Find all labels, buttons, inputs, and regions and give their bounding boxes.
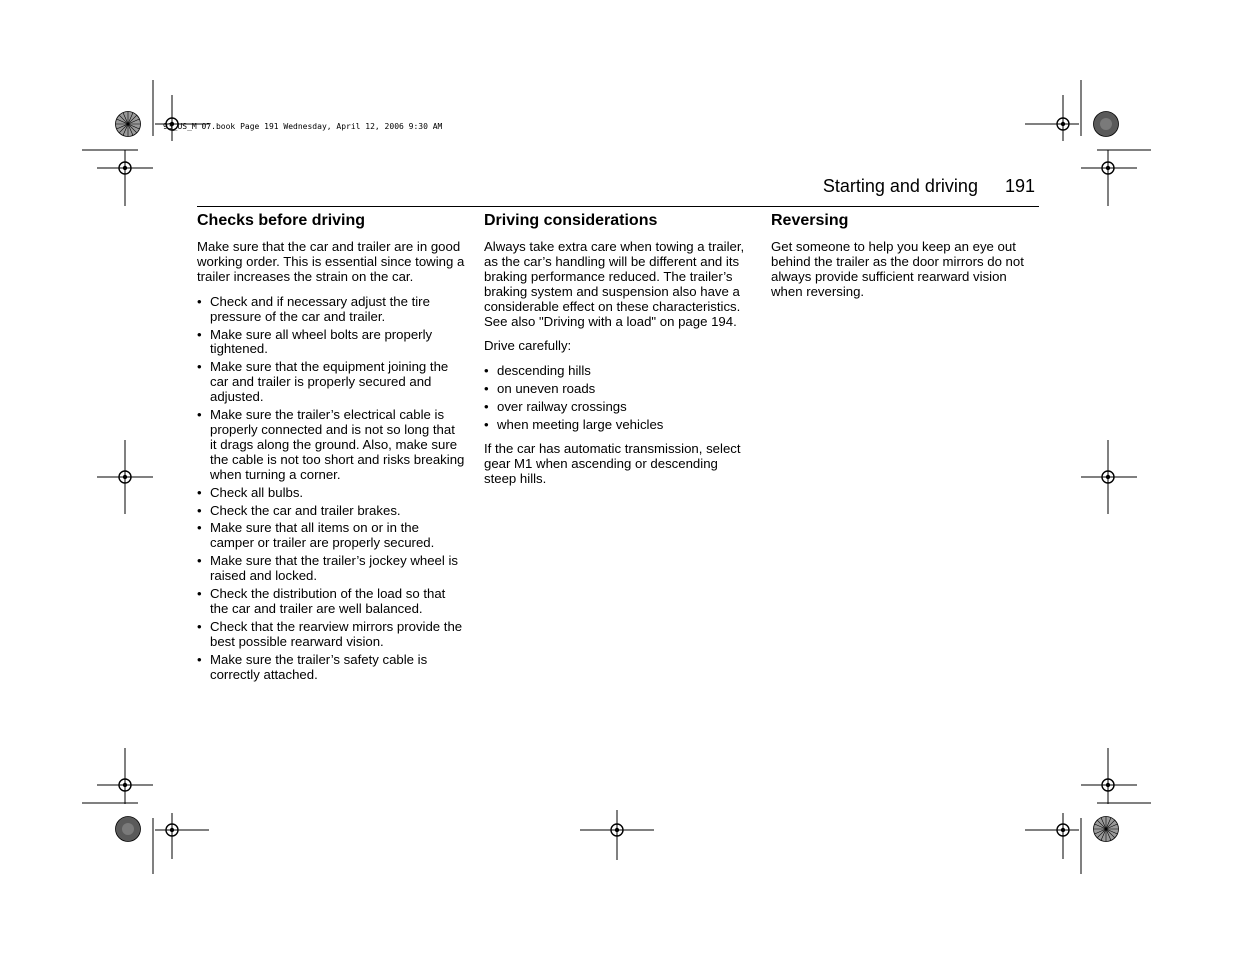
list-item: [197, 504, 465, 519]
bullet-list: [197, 295, 465, 683]
body-paragraph: If the car has automatic transmission, select gear M1 when ascending or descending steep hills.: [484, 440, 741, 486]
list-item: [197, 653, 465, 683]
bullet-icon: •: [197, 586, 202, 602]
list-item: [197, 360, 465, 405]
bullet-icon: •: [197, 484, 202, 500]
bullet-icon: •: [484, 399, 489, 415]
list-item: [484, 364, 752, 379]
bullet-list: [484, 364, 752, 433]
list-item-text: over railway crossings: [497, 399, 627, 415]
bullet-icon: •: [197, 651, 202, 667]
bullet-icon: •: [197, 553, 202, 569]
list-item-text: descending hills: [497, 363, 591, 379]
list-item: [197, 620, 465, 650]
list-item: [197, 486, 465, 501]
list-item-text: Check the distribution of the load so that the car and trailer are well balanced.: [210, 586, 446, 616]
column-driving-considerations: [484, 211, 752, 497]
column-reversing: [771, 211, 1039, 310]
print-slug: 93_US_M 07.book Page 191 Wednesday, April 12, 2006 9:30 AM: [163, 122, 443, 131]
bullet-icon: •: [484, 381, 489, 397]
list-item: [197, 587, 465, 617]
section-title: Starting and driving: [822, 176, 978, 196]
list-item-text: Check that the rearview mirrors provide the best possible rearward vision.: [210, 618, 463, 649]
running-header: [823, 176, 1035, 197]
list-item: [484, 382, 752, 397]
bullet-icon: •: [484, 363, 489, 379]
list-item-text: Make sure the trailer’s safety cable is correctly attached.: [210, 651, 428, 682]
bullet-icon: •: [197, 326, 202, 342]
list-item-text: Check all bulbs.: [210, 484, 304, 500]
bullet-icon: •: [197, 359, 202, 375]
body-paragraph: Always take extra care when towing a trailer, as the car’s handling will be different and its braking performance reduced. The trailer’s braking system and suspension also have a considerable effect on these characteristics. See also "Driving with a load" on page 194.: [484, 239, 745, 329]
section-heading: Driving considerations: [484, 212, 658, 229]
list-item-text: when meeting large vehicles: [497, 417, 664, 433]
bullet-icon: •: [197, 520, 202, 536]
list-item: [197, 408, 465, 483]
bullet-icon: •: [197, 618, 202, 634]
list-item: [197, 554, 465, 584]
list-item: [484, 400, 752, 415]
list-item-text: Make sure that the equipment joining the car and trailer is properly secured and adjusted.: [210, 359, 449, 405]
bullet-icon: •: [197, 502, 202, 518]
body-paragraph: Get someone to help you keep an eye out behind the trailer as the door mirrors do not always provide sufficient rearward vision when reversing.: [771, 239, 1024, 299]
body-paragraph: Drive carefully:: [484, 338, 572, 354]
list-item-text: Make sure that the trailer’s jockey wheel is raised and locked.: [210, 553, 458, 584]
list-item-text: Make sure that all items on or in the camper or trailer are properly secured.: [210, 520, 435, 551]
list-item-text: Check the car and trailer brakes.: [210, 502, 401, 518]
bullet-icon: •: [197, 293, 202, 309]
page-number: 191: [1004, 176, 1035, 196]
list-item: [197, 521, 465, 551]
column-checks-before-driving: [197, 211, 465, 691]
list-item: [197, 295, 465, 325]
section-heading: Reversing: [771, 212, 849, 229]
bullet-icon: •: [197, 407, 202, 423]
list-item: [484, 418, 752, 433]
list-item: [197, 328, 465, 358]
list-item-text: Check and if necessary adjust the tire pressure of the car and trailer.: [210, 293, 430, 324]
list-item-text: Make sure all wheel bolts are properly tightened.: [210, 326, 433, 357]
section-heading: Checks before driving: [197, 212, 366, 229]
list-item-text: Make sure the trailer’s electrical cable is properly connected and is not so long that it drags along the ground. Also, make sure the cable is not too short and risks breaking when turning a corner.: [210, 407, 465, 482]
list-item-text: on uneven roads: [497, 381, 596, 397]
bullet-icon: •: [484, 417, 489, 433]
body-paragraph: Make sure that the car and trailer are in good working order. This is essential since towing a trailer increases the strain on the car.: [197, 239, 465, 284]
header-rule: [197, 206, 1039, 207]
